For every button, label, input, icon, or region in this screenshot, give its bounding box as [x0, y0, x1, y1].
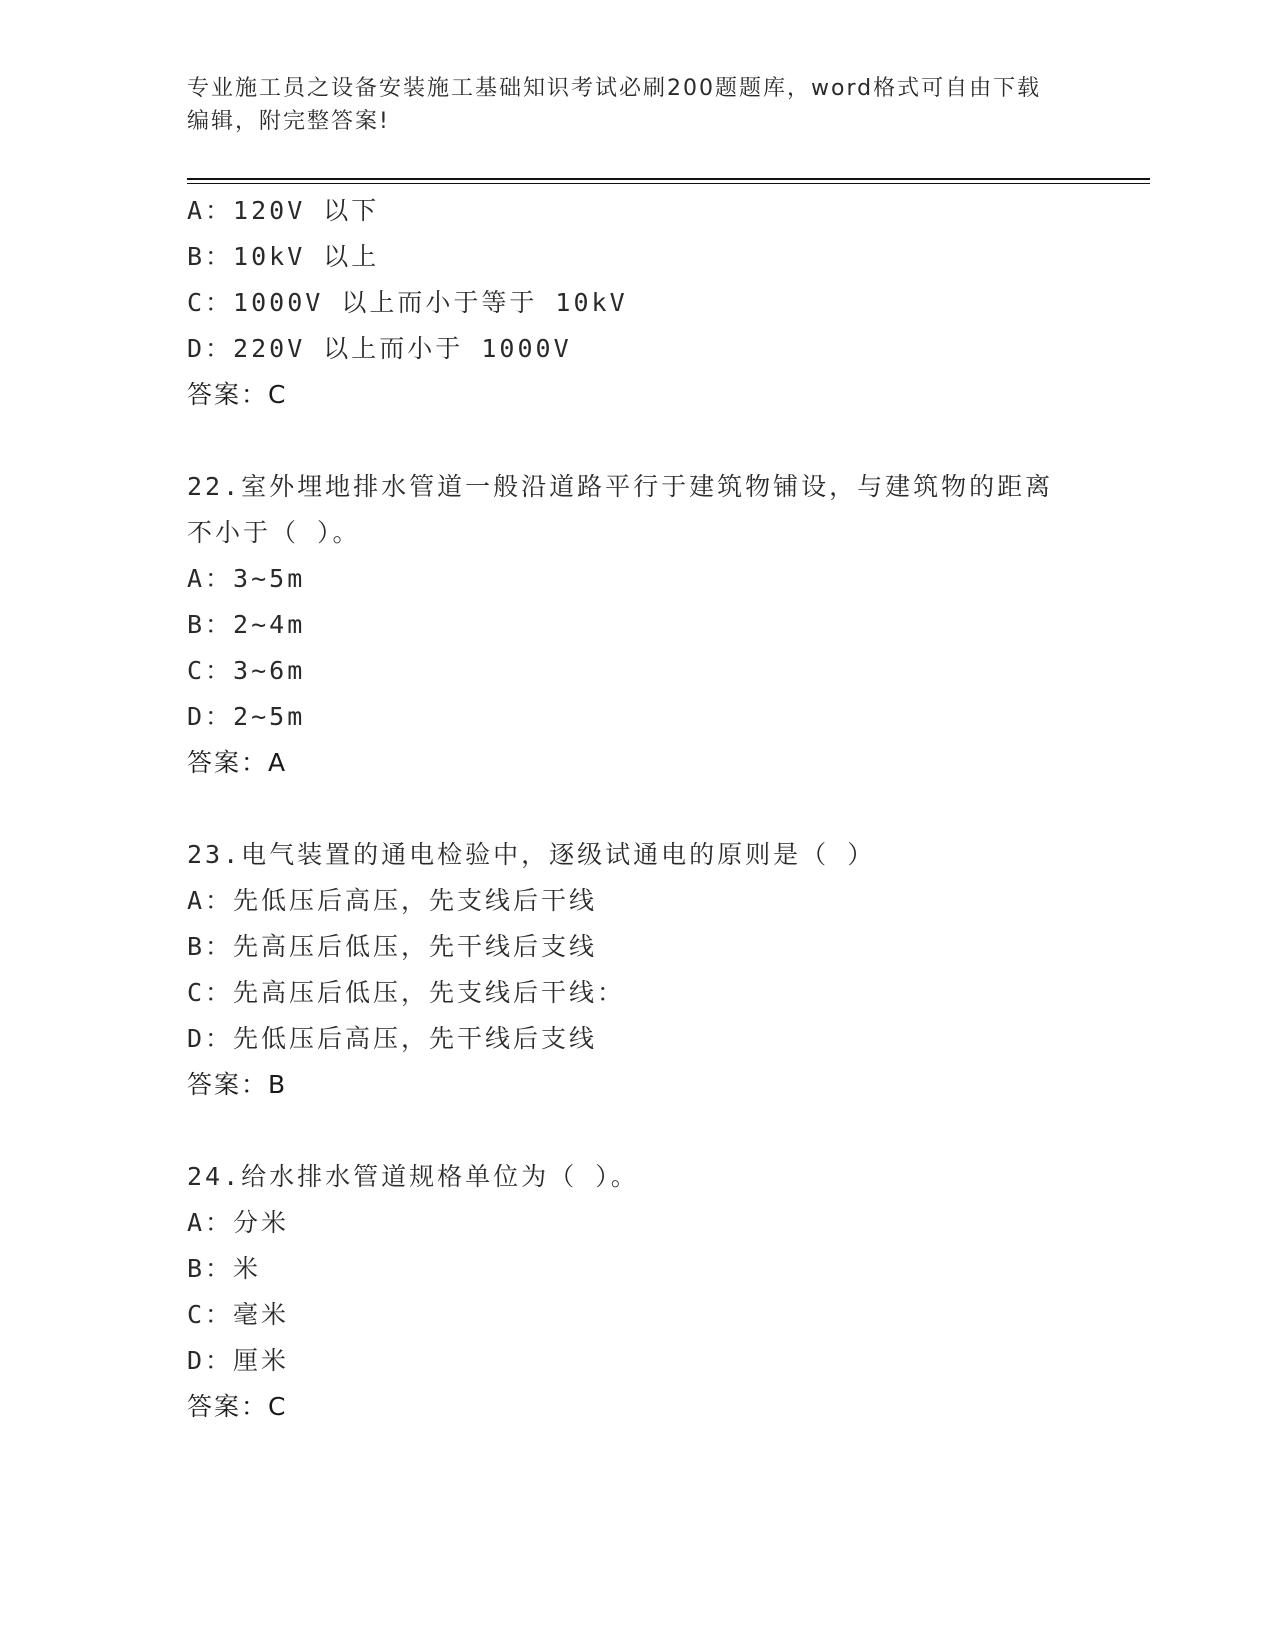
q21-option-c: C：1000V 以上而小于等于 10kV	[187, 288, 628, 317]
document-header	[187, 72, 1087, 138]
q22-option-d: D：2~5m	[187, 702, 306, 731]
q24-answer: 答案：C	[187, 1392, 288, 1421]
question-22-block	[187, 464, 1087, 786]
q24-option-a: A：分米	[187, 1208, 290, 1237]
q24-option-c: C：毫米	[187, 1300, 290, 1329]
q23-stem: 23.电气装置的通电检验中，逐级试通电的原则是（ ）	[187, 840, 876, 869]
q22-stem-line-1: 22.室外埋地排水管道一般沿道路平行于建筑物铺设，与建筑物的距离	[187, 472, 1054, 501]
q23-option-d: D：先低压后高压，先干线后支线	[187, 1024, 598, 1053]
header-divider-thin	[187, 183, 1150, 184]
q22-stem-line-2: 不小于（ ）。	[187, 518, 361, 547]
q21-option-a: A：120V 以下	[187, 196, 380, 225]
header-title-line-1: 专业施工员之设备安装施工基础知识考试必刷200题题库，word格式可自由下载	[187, 76, 1042, 101]
question-23-block	[187, 832, 1087, 1108]
q22-option-c: C：3~6m	[187, 656, 306, 685]
q23-option-a: A：先低压后高压，先支线后干线	[187, 886, 598, 915]
question-list	[187, 188, 1087, 1430]
q24-option-b: B：米	[187, 1254, 262, 1283]
q23-answer: 答案：B	[187, 1070, 288, 1099]
q21-option-b: B：10kV 以上	[187, 242, 380, 271]
q22-option-b: B：2~4m	[187, 610, 306, 639]
spacer	[187, 786, 1087, 832]
header-title-line-2: 编辑，附完整答案!	[187, 109, 390, 134]
q24-option-d: D：厘米	[187, 1346, 290, 1375]
q21-answer: 答案：C	[187, 380, 288, 409]
q21-option-d: D：220V 以上而小于 1000V	[187, 334, 572, 363]
spacer	[187, 418, 1087, 464]
q23-option-c: C：先高压后低压，先支线后干线：	[187, 978, 626, 1007]
q22-answer: 答案：A	[187, 748, 288, 777]
q23-option-b: B：先高压后低压，先干线后支线	[187, 932, 598, 961]
q22-option-a: A：3~5m	[187, 564, 306, 593]
question-21-block	[187, 188, 1087, 418]
q24-stem: 24.给水排水管道规格单位为（ ）。	[187, 1162, 639, 1191]
spacer	[187, 1108, 1087, 1154]
header-divider-thick	[187, 178, 1150, 180]
question-24-block	[187, 1154, 1087, 1430]
